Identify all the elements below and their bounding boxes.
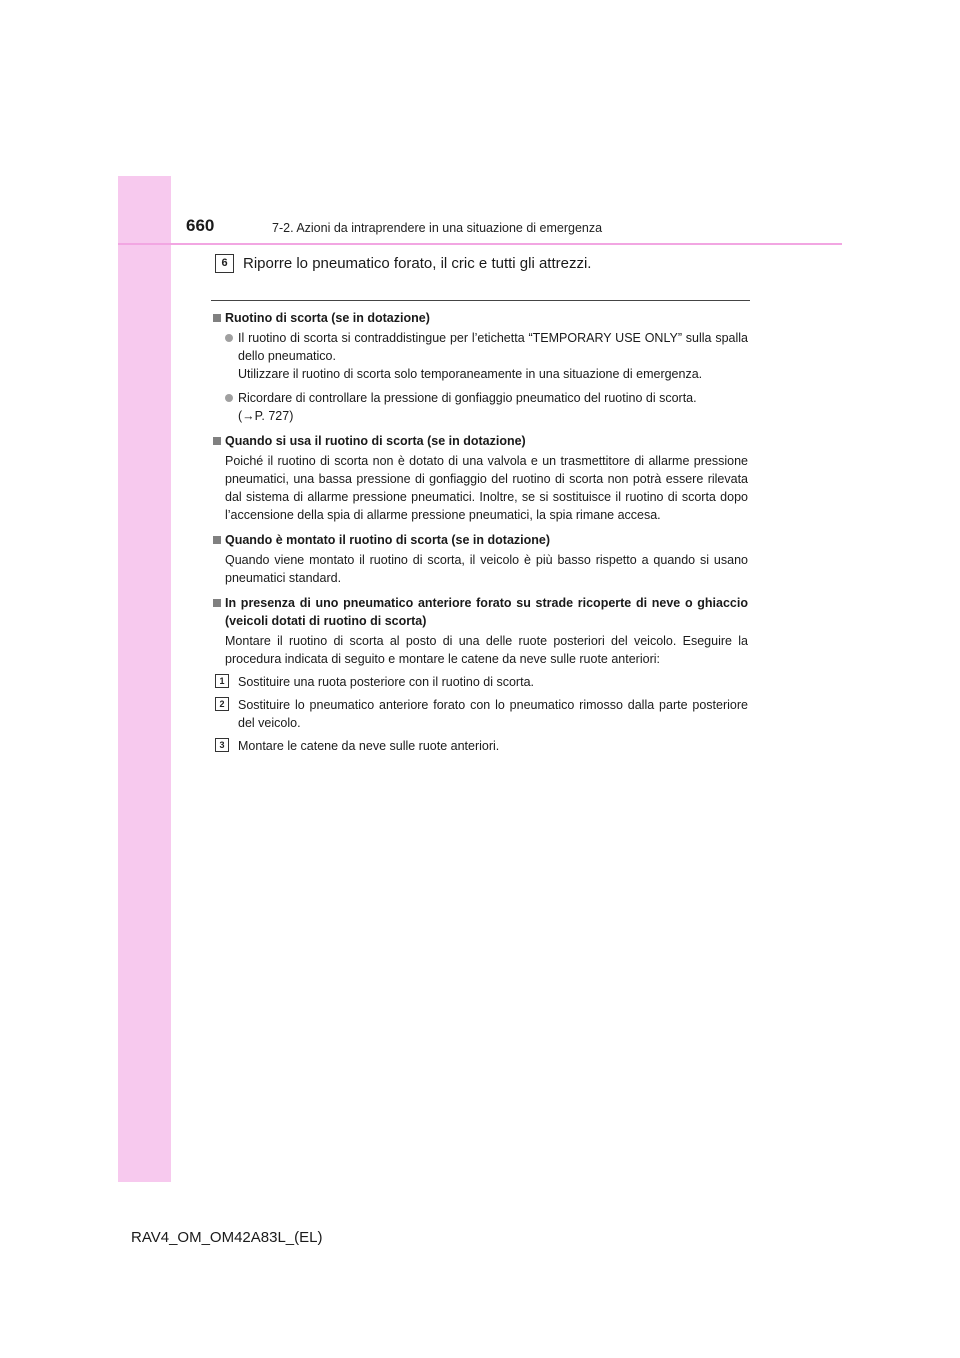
notes-divider <box>211 300 750 301</box>
step-text: Montare le catene da neve sulle ruote anteriori. <box>238 739 500 753</box>
note-spare-mounted <box>213 531 748 587</box>
note-snow-ice <box>213 594 748 755</box>
circle-bullet-icon <box>225 334 233 342</box>
note-title: Quando si usa il ruotino di scorta (se in dotazione) <box>213 432 748 450</box>
step-number-badge: 3 <box>215 738 229 752</box>
step-number-badge: 1 <box>215 674 229 688</box>
header-divider <box>118 243 842 245</box>
bullet-line: Ricordare di controllare la pressione di gonfiaggio pneumatico del ruotino di scorta. <box>238 391 697 405</box>
notes-section <box>213 309 748 762</box>
document-code: RAV4_OM_OM42A83L_(EL) <box>131 1229 323 1246</box>
section-title: 7-2. Azioni da intraprendere in una situazione di emergenza <box>272 221 603 235</box>
numbered-step <box>213 737 748 755</box>
note-paragraph: Montare il ruotino di scorta al posto di una delle ruote posteriori del veicolo. Eseguire la procedura indicata di seguito e montare le catene da neve sulle ruote anteriori: <box>225 634 748 666</box>
numbered-step <box>213 673 748 691</box>
square-bullet-icon <box>213 536 221 544</box>
note-using-spare <box>213 432 748 524</box>
step-number-badge: 6 <box>215 254 234 273</box>
circle-bullet-icon <box>225 394 233 402</box>
note-spare-tire <box>213 309 748 425</box>
note-paragraph: Quando viene montato il ruotino di scorta, il veicolo è più basso rispetto a quando si usano pneumatici standard. <box>225 553 748 585</box>
step-text: Sostituire lo pneumatico anteriore forato con lo pneumatico rimosso dalla parte posteriore del veicolo. <box>238 698 748 730</box>
numbered-step <box>213 696 748 732</box>
step-number-badge: 2 <box>215 697 229 711</box>
bullet-line: Il ruotino di scorta si contraddistingue per l’etichetta “TEMPORARY USE ONLY” sulla spalla dello pneumatico. <box>238 331 748 363</box>
step-text: Sostituire una ruota posteriore con il ruotino di scorta. <box>238 675 534 689</box>
note-title: Quando è montato il ruotino di scorta (se in dotazione) <box>213 531 748 549</box>
step-text: Riporre lo pneumatico forato, il cric e tutti gli attrezzi. <box>243 255 592 272</box>
bullet-line: Utilizzare il ruotino di scorta solo temporaneamente in una situazione di emergenza. <box>238 367 703 381</box>
square-bullet-icon <box>213 599 221 607</box>
bullet-item <box>213 329 748 383</box>
square-bullet-icon <box>213 314 221 322</box>
note-title: Ruotino di scorta (se in dotazione) <box>213 309 748 327</box>
chapter-sidebar-tab <box>118 176 171 1182</box>
page-reference-link[interactable]: (→P. 727) <box>238 409 294 423</box>
square-bullet-icon <box>213 437 221 445</box>
bullet-item <box>213 389 748 425</box>
page-number: 660 <box>186 216 215 235</box>
note-title: In presenza di uno pneumatico anteriore forato su strade ricoperte di neve o ghiaccio (veicoli dotati di ruotino di scorta) <box>213 594 748 630</box>
note-paragraph: Poiché il ruotino di scorta non è dotato di una valvola e un trasmettitore di allarme pressione pneumatici, una bassa pressione di gonfiaggio del ruotino di scorta non potrà essere rilevata dal sistema di allarme pressione pneumatici. Inoltre, se si sostituisce il ruotino di scorta dopo l’accensione della spia di allarme pressione pneumatici, la spia rimane accesa. <box>225 454 748 522</box>
